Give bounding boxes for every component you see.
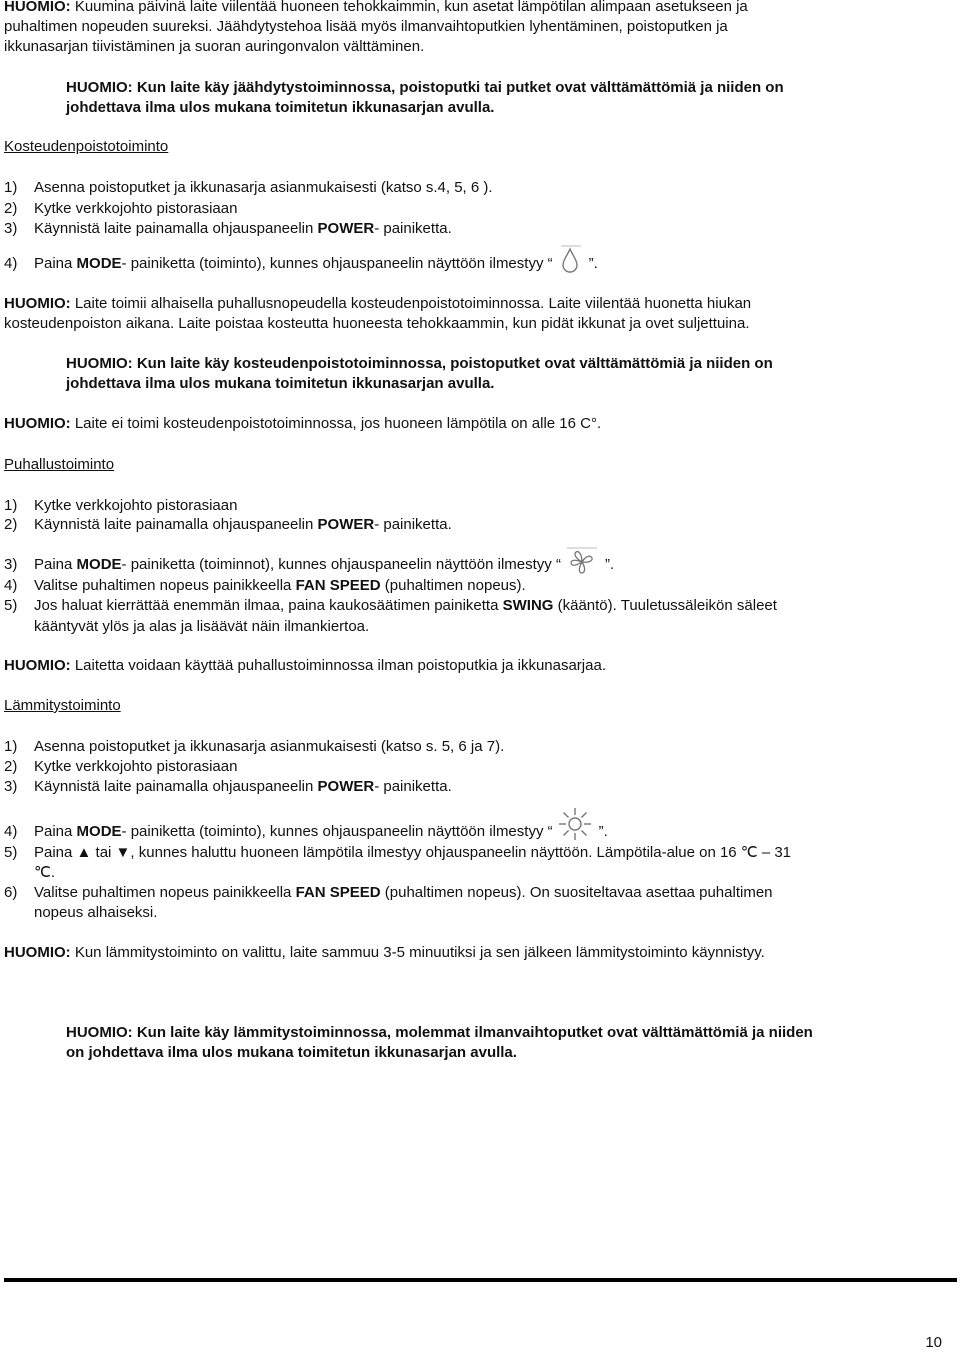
heat-heading: Lämmitystoiminto: [4, 697, 121, 714]
page-number: 10: [925, 1334, 942, 1351]
dehumid-step-3: 3) Käynnistä laite painamalla ohjauspaneelin POWER- painiketta.: [4, 220, 452, 237]
heat-step-4: 4) Paina MODE- painiketta (toiminto), kunnes ohjauspaneelin näyttöön ilmestyy “ ”.: [4, 822, 608, 848]
fan-step-4: 4) Valitse puhaltimen nopeus painikkeella FAN SPEED (puhaltimen nopeus).: [4, 577, 526, 594]
fan-step-1: 1) Kytke verkkojohto pistorasiaan: [4, 497, 238, 514]
heat-step-5-line-2: ℃.: [34, 864, 56, 881]
heat-note-2-line-2: on johdettava ilma ulos mukana toimitetun ikkunasarjan avulla.: [66, 1044, 517, 1061]
heat-step-2: 2) Kytke verkkojohto pistorasiaan: [4, 758, 238, 775]
fan-step-5-line-2: kääntyvät ylös ja alas ja lisäävät näin ilmankiertoa.: [34, 618, 370, 635]
drop-icon: [557, 258, 583, 280]
intro-line-3: ikkunasarjan tiivistäminen ja suoran auringonvalon välttäminen.: [4, 38, 425, 55]
fan-note: HUOMIO: Laitetta voidaan käyttää puhallustoiminnossa ilman poistoputkia ja ikkunasarjaa.: [4, 657, 606, 674]
cooling-note-line-1: HUOMIO: Kun laite käy jäähdytystoiminnossa, poistoputki tai putket ovat välttämättömiä ja niiden on: [66, 79, 784, 96]
fan-step-3: 3) Paina MODE- painiketta (toiminnot), kunnes ohjauspaneelin näyttöön ilmestyy “ ”.: [4, 555, 614, 581]
fan-step-5: 5) Jos haluat kierrättää enemmän ilmaa, paina kaukosäätimen painiketta SWING (kääntö). Tuuletussäleikön säleet: [4, 597, 777, 614]
dehumid-step-1: 1) Asenna poistoputket ja ikkunasarja asianmukaisesti (katso s.4, 5, 6 ).: [4, 179, 493, 196]
intro-line-1: HUOMIO: Kuumina päivinä laite viilentää huoneen tehokkaimmin, kun asetat lämpötilan alimpaan asetukseen ja: [4, 0, 748, 15]
dehumid-heading: Kosteudenpoistotoiminto: [4, 138, 169, 155]
dehumid-note-2-line-1: HUOMIO: Kun laite käy kosteudenpoistotoiminnossa, poistoputket ovat välttämättömiä ja niiden on: [66, 355, 773, 372]
heat-note-1: HUOMIO: Kun lämmitystoiminto on valittu, laite sammuu 3-5 minuutiksi ja sen jälkeen lämmitystoiminto käynnistyy.: [4, 944, 765, 961]
heat-step-6-line-2: nopeus alhaiseksi.: [34, 904, 158, 921]
dehumid-note-3: HUOMIO: Laite ei toimi kosteudenpoistotoiminnossa, jos huoneen lämpötila on alle 16 C°.: [4, 415, 602, 432]
dehumid-step-4: 4) Paina MODE- painiketta (toiminto), kunnes ohjauspaneelin näyttöön ilmestyy “ ”.: [4, 254, 598, 280]
dehumid-note-1-line-1: HUOMIO: Laite toimii alhaisella puhallusnopeudella kosteudenpoistotoiminnossa. Laite viilentää huonetta hiukan: [4, 295, 752, 312]
fan-step-2: 2) Käynnistä laite painamalla ohjauspaneelin POWER- painiketta.: [4, 516, 452, 533]
footer-rule: [4, 1278, 957, 1282]
heat-step-3: 3) Käynnistä laite painamalla ohjauspaneelin POWER- painiketta.: [4, 778, 452, 795]
fan-heading: Puhallustoiminto: [4, 456, 115, 473]
dehumid-step-2: 2) Kytke verkkojohto pistorasiaan: [4, 200, 238, 217]
heat-note-2-line-1: HUOMIO: Kun laite käy lämmitystoiminnossa, molemmat ilmanvaihtoputket ovat välttämättömiä ja niiden: [66, 1024, 813, 1041]
heat-step-1: 1) Asenna poistoputket ja ikkunasarja asianmukaisesti (katso s. 5, 6 ja 7).: [4, 738, 505, 755]
fan-icon: [565, 559, 599, 581]
cooling-note-line-2: johdettava ilma ulos mukana toimitetun ikkunasarjan avulla.: [66, 99, 495, 116]
dehumid-note-1-line-2: kosteudenpoiston aikana. Laite poistaa kosteutta huoneesta tehokkaammin, kun pidät ikkunat ja ovet suljettuina.: [4, 315, 750, 332]
heat-step-5: 5) Paina ▲ tai ▼, kunnes haluttu huoneen lämpötila ilmestyy ohjauspaneelin näyttöön. Lämpötila-alue on 16 ℃ – 31: [4, 844, 792, 861]
heat-step-6: 6) Valitse puhaltimen nopeus painikkeella FAN SPEED (puhaltimen nopeus). On suositeltavaa asettaa puhaltimen: [4, 884, 773, 901]
intro-line-2: puhaltimen nopeuden suureksi. Jäähdytystehoa lisää myös ilmanvaihtoputkien lyhentäminen, poistoputken ja: [4, 18, 728, 35]
huomio-label: HUOMIO:: [4, 0, 71, 15]
dehumid-note-2-line-2: johdettava ilma ulos mukana toimitetun ikkunasarjan avulla.: [66, 375, 495, 392]
